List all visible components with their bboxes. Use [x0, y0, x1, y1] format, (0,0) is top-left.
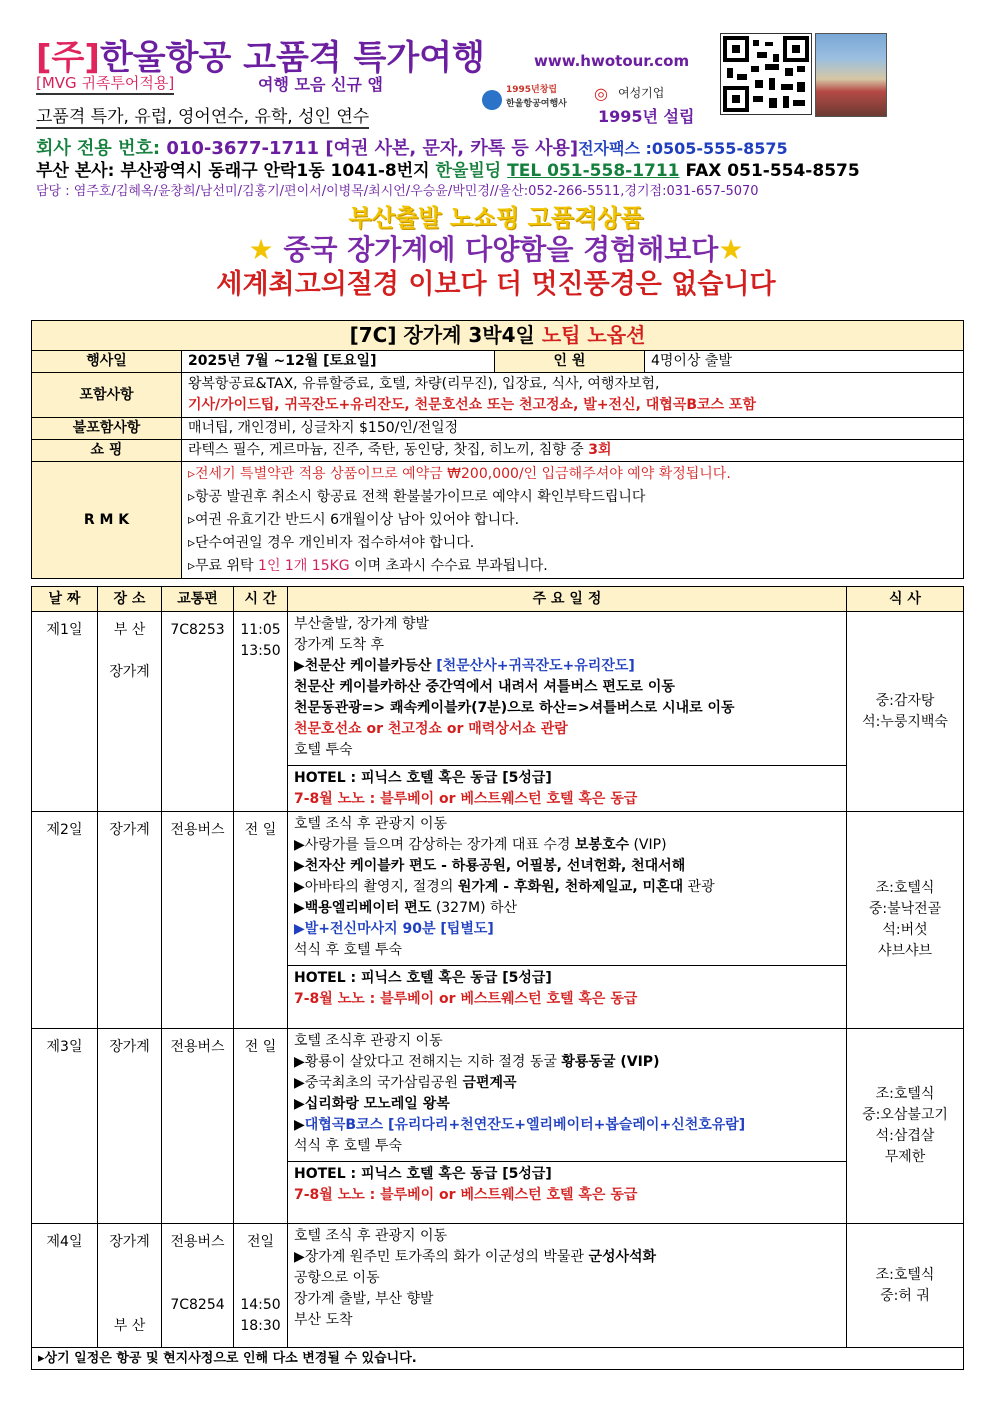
itinerary-footer-note: ▸상기 일정은 항공 및 현지사정으로 인해 다소 변경될 수 있습니다.: [32, 1348, 964, 1370]
address-line: [36, 156, 860, 181]
day-1-hotel-line-1: HOTEL : 피닉스 호텔 혹은 동급 [5성급]: [294, 770, 552, 786]
day-1-label: 제1일: [32, 612, 98, 812]
day-2-line-5b: (327M) 하산: [435, 900, 518, 916]
remarks-value: [182, 462, 964, 579]
day-4-line-2b: 군성사석화: [588, 1249, 657, 1265]
day-2-line-4c: 관광: [687, 879, 715, 895]
header-place: 장 소: [98, 587, 162, 612]
itinerary-header-row: [32, 587, 964, 612]
day-3-line-3b: 금편계곡: [462, 1075, 517, 1091]
day-3-transport: 전용버스: [162, 1029, 234, 1224]
remark-5-a: ▹무료 위탁: [188, 557, 254, 574]
day-3-label: 제3일: [32, 1029, 98, 1224]
day-2-place: 장가계: [98, 812, 162, 1029]
logo2-year: 1995년 설립: [598, 107, 695, 126]
day-4-line-5: 부산 도착: [294, 1312, 353, 1328]
day-2-time: 전 일: [234, 812, 288, 1029]
day-3-line-5b: 대협곡B코스 [유리다리+천연잔도+엘리베이터+봅슬레이+신천호유람]: [304, 1117, 746, 1133]
women-enterprise-icon: ◎: [594, 84, 608, 103]
day-4-line-2a: ▶장가계 원주민 토가족의 화가 이군성의 박물관: [294, 1249, 584, 1265]
day-3-line-2: [294, 1052, 840, 1073]
day-1-line-3: [294, 656, 840, 677]
included-value: [182, 373, 964, 418]
excluded-row: [32, 418, 964, 440]
remark-5: [188, 555, 957, 578]
day-2-line-1: 호텔 조식 후 관광지 이동: [294, 816, 448, 832]
day-1-meal-1: 중:감자탕: [875, 692, 935, 709]
remark-2: ▹항공 발권후 취소시 항공료 전책 환불불가이므로 예약시 확인부탁드립니다: [188, 488, 646, 505]
day-3-line-6: 석식 후 호텔 투숙: [294, 1138, 403, 1154]
excluded-value: 매너팁, 개인경비, 싱글차지 $150/인/전일정: [182, 418, 964, 440]
mvg-label: [MVG 귀족투어적용]: [36, 72, 174, 95]
day-3-meal-4: 무제한: [884, 1149, 926, 1165]
remark-5-b: 1인 1개 15KG: [258, 557, 350, 574]
day-2-meal: [847, 812, 964, 1029]
qr-code[interactable]: [720, 33, 812, 115]
day-3-place: 장가계: [98, 1029, 162, 1224]
phone-note: [여권 사본, 문자, 카톡 등 사용]: [325, 138, 579, 159]
company-subtitle: 고품격 특가, 유럽, 영어연수, 유학, 성인 연수: [36, 102, 369, 129]
day-2-line-4a: ▶아바타의 촬영지, 절경의: [294, 879, 454, 895]
shopping-label: 쇼 핑: [32, 440, 182, 462]
day-1-hotel-line-2: 7-8월 노노 : 블루베이 or 베스트웨스턴 호텔 혹은 동급: [294, 791, 638, 807]
day-4-transport-1: 전용버스: [170, 1234, 225, 1250]
day-2-line-4b: 원가계 - 후화원, 천하제일교, 미혼대: [457, 879, 684, 895]
day-1-place-1: 부 산: [113, 622, 146, 638]
day-2-hotel: [288, 965, 846, 1011]
day-3-line-4: ▶십리화랑 모노레일 왕복: [294, 1096, 450, 1112]
tour-info-table: [31, 320, 964, 579]
day-3-line-1: 호텔 조식후 관광지 이동: [294, 1033, 443, 1049]
header-schedule: 주 요 일 정: [288, 587, 847, 612]
hanul-logo: [482, 80, 592, 114]
star-icon: ★: [248, 233, 274, 266]
remark-5-c: 이며 초과시 수수료 부과됩니다.: [354, 557, 548, 574]
day-4-schedule: [288, 1224, 847, 1348]
staff-list: 담당 : 염주호/김혜옥/윤창희/남선미/김홍기/편이서/이병목/최시언/우승윤/박민경//울산:052-266-5511,경기점:031-657-5070: [36, 184, 759, 199]
day-2-line-3: [294, 856, 840, 877]
day-3-line-3a: ▶중국최초의 국가삼림공원: [294, 1075, 458, 1091]
day-2-row: [32, 812, 964, 1029]
day-2-line-2: [294, 835, 840, 856]
shopping-value: [182, 440, 964, 462]
page-header: [0, 0, 992, 310]
tour-title-row: [32, 321, 964, 351]
website-url[interactable]: www.hwotour.com: [534, 52, 690, 70]
itinerary-table: [31, 586, 964, 1370]
remarks-label: R M K: [32, 462, 182, 579]
banner-line-1: 부산출발 노쇼핑 고품격상품: [348, 204, 644, 232]
day-2-line-5a: ▶백용엘리베이터 편도: [294, 900, 432, 916]
day-3-line-5: [294, 1115, 840, 1136]
day-1-time-2: 13:50: [240, 643, 281, 659]
day-1-flight: 7C8253: [162, 612, 234, 812]
day-4-line-3: 공항으로 이동: [294, 1270, 380, 1286]
day-2-meal-4: 샤브샤브: [877, 943, 933, 959]
star-icon: ★: [718, 233, 744, 266]
header-meal: 식 사: [847, 587, 964, 612]
title-main: 한울항공 고품격 특가여행: [99, 38, 485, 78]
day-3-hotel-line-2: 7-8월 노노 : 블루베이 or 베스트웨스턴 호텔 혹은 동급: [294, 1187, 638, 1203]
day-4-flight: 7C8254: [170, 1297, 225, 1313]
logo2-name: 여성기업: [618, 86, 665, 100]
day-3-hotel-line-1: HOTEL : 피닉스 호텔 혹은 동급 [5성급]: [294, 1166, 552, 1182]
day-2-hotel-line-1: HOTEL : 피닉스 호텔 혹은 동급 [5성급]: [294, 970, 552, 986]
day-1-line-6: 천문호선쇼 or 천고정쇼 or 매력상서쇼 관람: [294, 721, 568, 737]
tour-title-highlight: 노팁 노옵션: [541, 323, 646, 347]
day-3-meal-2: 중:오삼불고기: [862, 1107, 948, 1123]
included-line-1: 왕복항공료&TAX, 유류할증료, 호텔, 차량(리무진), 입장료, 식사, 여행자보험,: [188, 376, 660, 392]
day-3-meal: [847, 1029, 964, 1224]
day-3-meal-1: 조:호텔식: [875, 1086, 935, 1102]
address-label: 부산 본사:: [36, 161, 115, 181]
day-4-transport: [162, 1224, 234, 1348]
day-1-time: [234, 612, 288, 812]
day-2-line-4: [294, 877, 840, 898]
day-2-transport: 전용버스: [162, 812, 234, 1029]
logo1-year: 1995년창립: [506, 85, 558, 95]
day-1-line-2: 장가계 도착 후: [294, 637, 385, 653]
shopping-count: 3회: [588, 442, 612, 458]
day-2-line-3b: - 하룡공원, 어필봉, 선녀헌화, 천대서해: [441, 858, 686, 874]
people-label: 인 원: [495, 351, 645, 373]
day-3-meal-3: 석:삼겹살: [875, 1128, 935, 1144]
day-2-schedule: [288, 812, 847, 1029]
day-2-line-2a: ▶사랑가를 들으며 감상하는 장가계 대표 수경: [294, 837, 571, 853]
included-row: [32, 373, 964, 418]
banner-line-2-text: 중국 장가계에 다양함을 경험해보다: [283, 233, 719, 266]
fax-number: 전자팩스 :0505-555-8575: [578, 139, 788, 158]
day-4-meal-2: 중:허 궈: [880, 1287, 930, 1304]
women-enterprise-logo: [594, 80, 714, 124]
remark-1: ▹전세기 특별약관 적용 상품이므로 예약금 ₩200,000/인 입금해주셔야 예약 확정됩니다.: [188, 465, 731, 482]
day-2-line-6: ▶발+전신마사지 90분 [팁별도]: [294, 921, 494, 937]
date-row: [32, 351, 964, 373]
day-3-line-2b: 황룡동굴 (VIP): [561, 1054, 660, 1070]
day-1-meal: [847, 612, 964, 812]
day-4-time: [234, 1224, 288, 1348]
office-building-photo: [815, 33, 887, 117]
day-3-schedule: [288, 1029, 847, 1224]
included-line-2: 기사/가이드팁, 귀곡잔도+유리잔도, 천문호선쇼 또는 천고정쇼, 발+전신, 대협곡B코스 포함: [188, 397, 756, 413]
day-3-line-2a: ▶황룡이 살았다고 전해지는 지하 절경 동굴: [294, 1054, 557, 1070]
day-2-meal-1: 조:호텔식: [875, 880, 935, 896]
day-4-place-1: 장가계: [109, 1234, 150, 1250]
day-4-place: [98, 1224, 162, 1348]
logo1-name: 한울항공여행사: [506, 99, 567, 109]
day-2-meal-3: 석:버섯: [882, 922, 928, 938]
phone-label: 회사 전용 번호:: [36, 138, 161, 159]
tour-title: [32, 321, 964, 351]
day-3-line-5a: ▶: [294, 1117, 305, 1133]
day-3-hotel: [288, 1161, 846, 1207]
title-bracket: [주]: [36, 38, 100, 78]
day-4-meal-1: 조:호텔식: [875, 1266, 935, 1283]
day-1-row: [32, 612, 964, 812]
date-value: 2025년 7월 ~12월 [토요일]: [182, 351, 495, 373]
day-4-label: 제4일: [32, 1224, 98, 1348]
included-label: 포함사항: [32, 373, 182, 418]
phone-number[interactable]: 010-3677-1711: [166, 138, 320, 159]
day-1-place-2: 장가계: [109, 664, 150, 680]
day-2-line-7: 석식 후 호텔 투숙: [294, 942, 403, 958]
day-2-line-2b: 보봉호수: [574, 837, 630, 853]
address: 부산광역시 동래구 안락1동 1041-8번지: [120, 161, 430, 181]
remark-3: ▹여권 유효기간 반드시 6개월이상 남아 있어야 합니다.: [188, 511, 520, 528]
tel-number[interactable]: TEL 051-558-1711: [507, 161, 680, 181]
excluded-label: 불포함사항: [32, 418, 182, 440]
tour-title-text: [7C] 장가계 3박4일: [349, 323, 535, 347]
day-3-line-3: [294, 1073, 840, 1094]
day-4-place-2: 부 산: [113, 1318, 146, 1334]
day-4-line-1: 호텔 조식 후 관광지 이동: [294, 1228, 448, 1244]
day-2-line-5: [294, 898, 840, 919]
header-time: 시 간: [234, 587, 288, 612]
day-1-line-5: 천문동관광=> 쾌속케이블카(7분)으로 하산=>셔틀버스로 시내로 이동: [294, 700, 735, 716]
footer-row: [32, 1348, 964, 1370]
day-4-line-4: 장가계 출발, 부산 향발: [294, 1291, 434, 1307]
day-4-time-0: 전일: [246, 1234, 275, 1250]
fax-number-2: FAX 051-554-8575: [685, 161, 860, 181]
day-1-meal-2: 석:누룽지백숙: [862, 713, 948, 730]
shopping-text: 라텍스 필수, 게르마늄, 진주, 죽탄, 동인당, 찻집, 히노끼, 침향 중: [188, 442, 584, 458]
day-2-meal-2: 중:불낙전골: [868, 901, 942, 917]
people-value: 4명이상 출발: [645, 351, 964, 373]
header-transport: 교통편: [162, 587, 234, 612]
day-2-line-2c: (VIP): [633, 837, 667, 853]
day-3-row: [32, 1029, 964, 1224]
day-2-label: 제2일: [32, 812, 98, 1029]
day-4-meal: [847, 1224, 964, 1348]
day-1-schedule: [288, 612, 847, 812]
day-1-line-4: 천문산 케이블카하산 중간역에서 내려서 셔틀버스 편도로 이동: [294, 679, 675, 695]
day-1-hotel: [288, 765, 846, 811]
day-3-time: 전 일: [234, 1029, 288, 1224]
remark-4: ▹단수여권일 경우 개인비자 접수하셔야 합니다.: [188, 534, 475, 551]
day-1-place: [98, 612, 162, 812]
shopping-row: [32, 440, 964, 462]
globe-icon: [482, 90, 502, 110]
day-2-hotel-line-2: 7-8월 노노 : 블루베이 or 베스트웨스턴 호텔 혹은 동급: [294, 991, 638, 1007]
day-4-row: [32, 1224, 964, 1348]
date-label: 행사일: [32, 351, 182, 373]
day-4-time-2: 18:30: [240, 1318, 281, 1334]
day-4-time-1: 14:50: [240, 1297, 281, 1313]
remarks-row: [32, 462, 964, 579]
day-1-time-1: 11:05: [240, 622, 281, 638]
day-1-line-7: 호텔 투숙: [294, 742, 353, 758]
building-name: 한울빌딩: [435, 161, 502, 181]
day-1-line-3a: ▶천문산 케이블카등산: [294, 658, 432, 674]
header-date: 날 짜: [32, 587, 98, 612]
day-1-line-1: 부산출발, 장가계 향발: [294, 616, 430, 632]
day-2-line-3a: ▶천자산 케이블카 편도: [294, 858, 437, 874]
day-4-line-2: [294, 1247, 840, 1268]
day-1-line-3b: [천문산사+귀곡잔도+유리잔도]: [436, 658, 635, 674]
app-label: 여행 모음 신규 앱: [258, 75, 383, 94]
banner-line-3: 세계최고의절경 이보다 더 멋진풍경은 없습니다: [216, 269, 776, 300]
